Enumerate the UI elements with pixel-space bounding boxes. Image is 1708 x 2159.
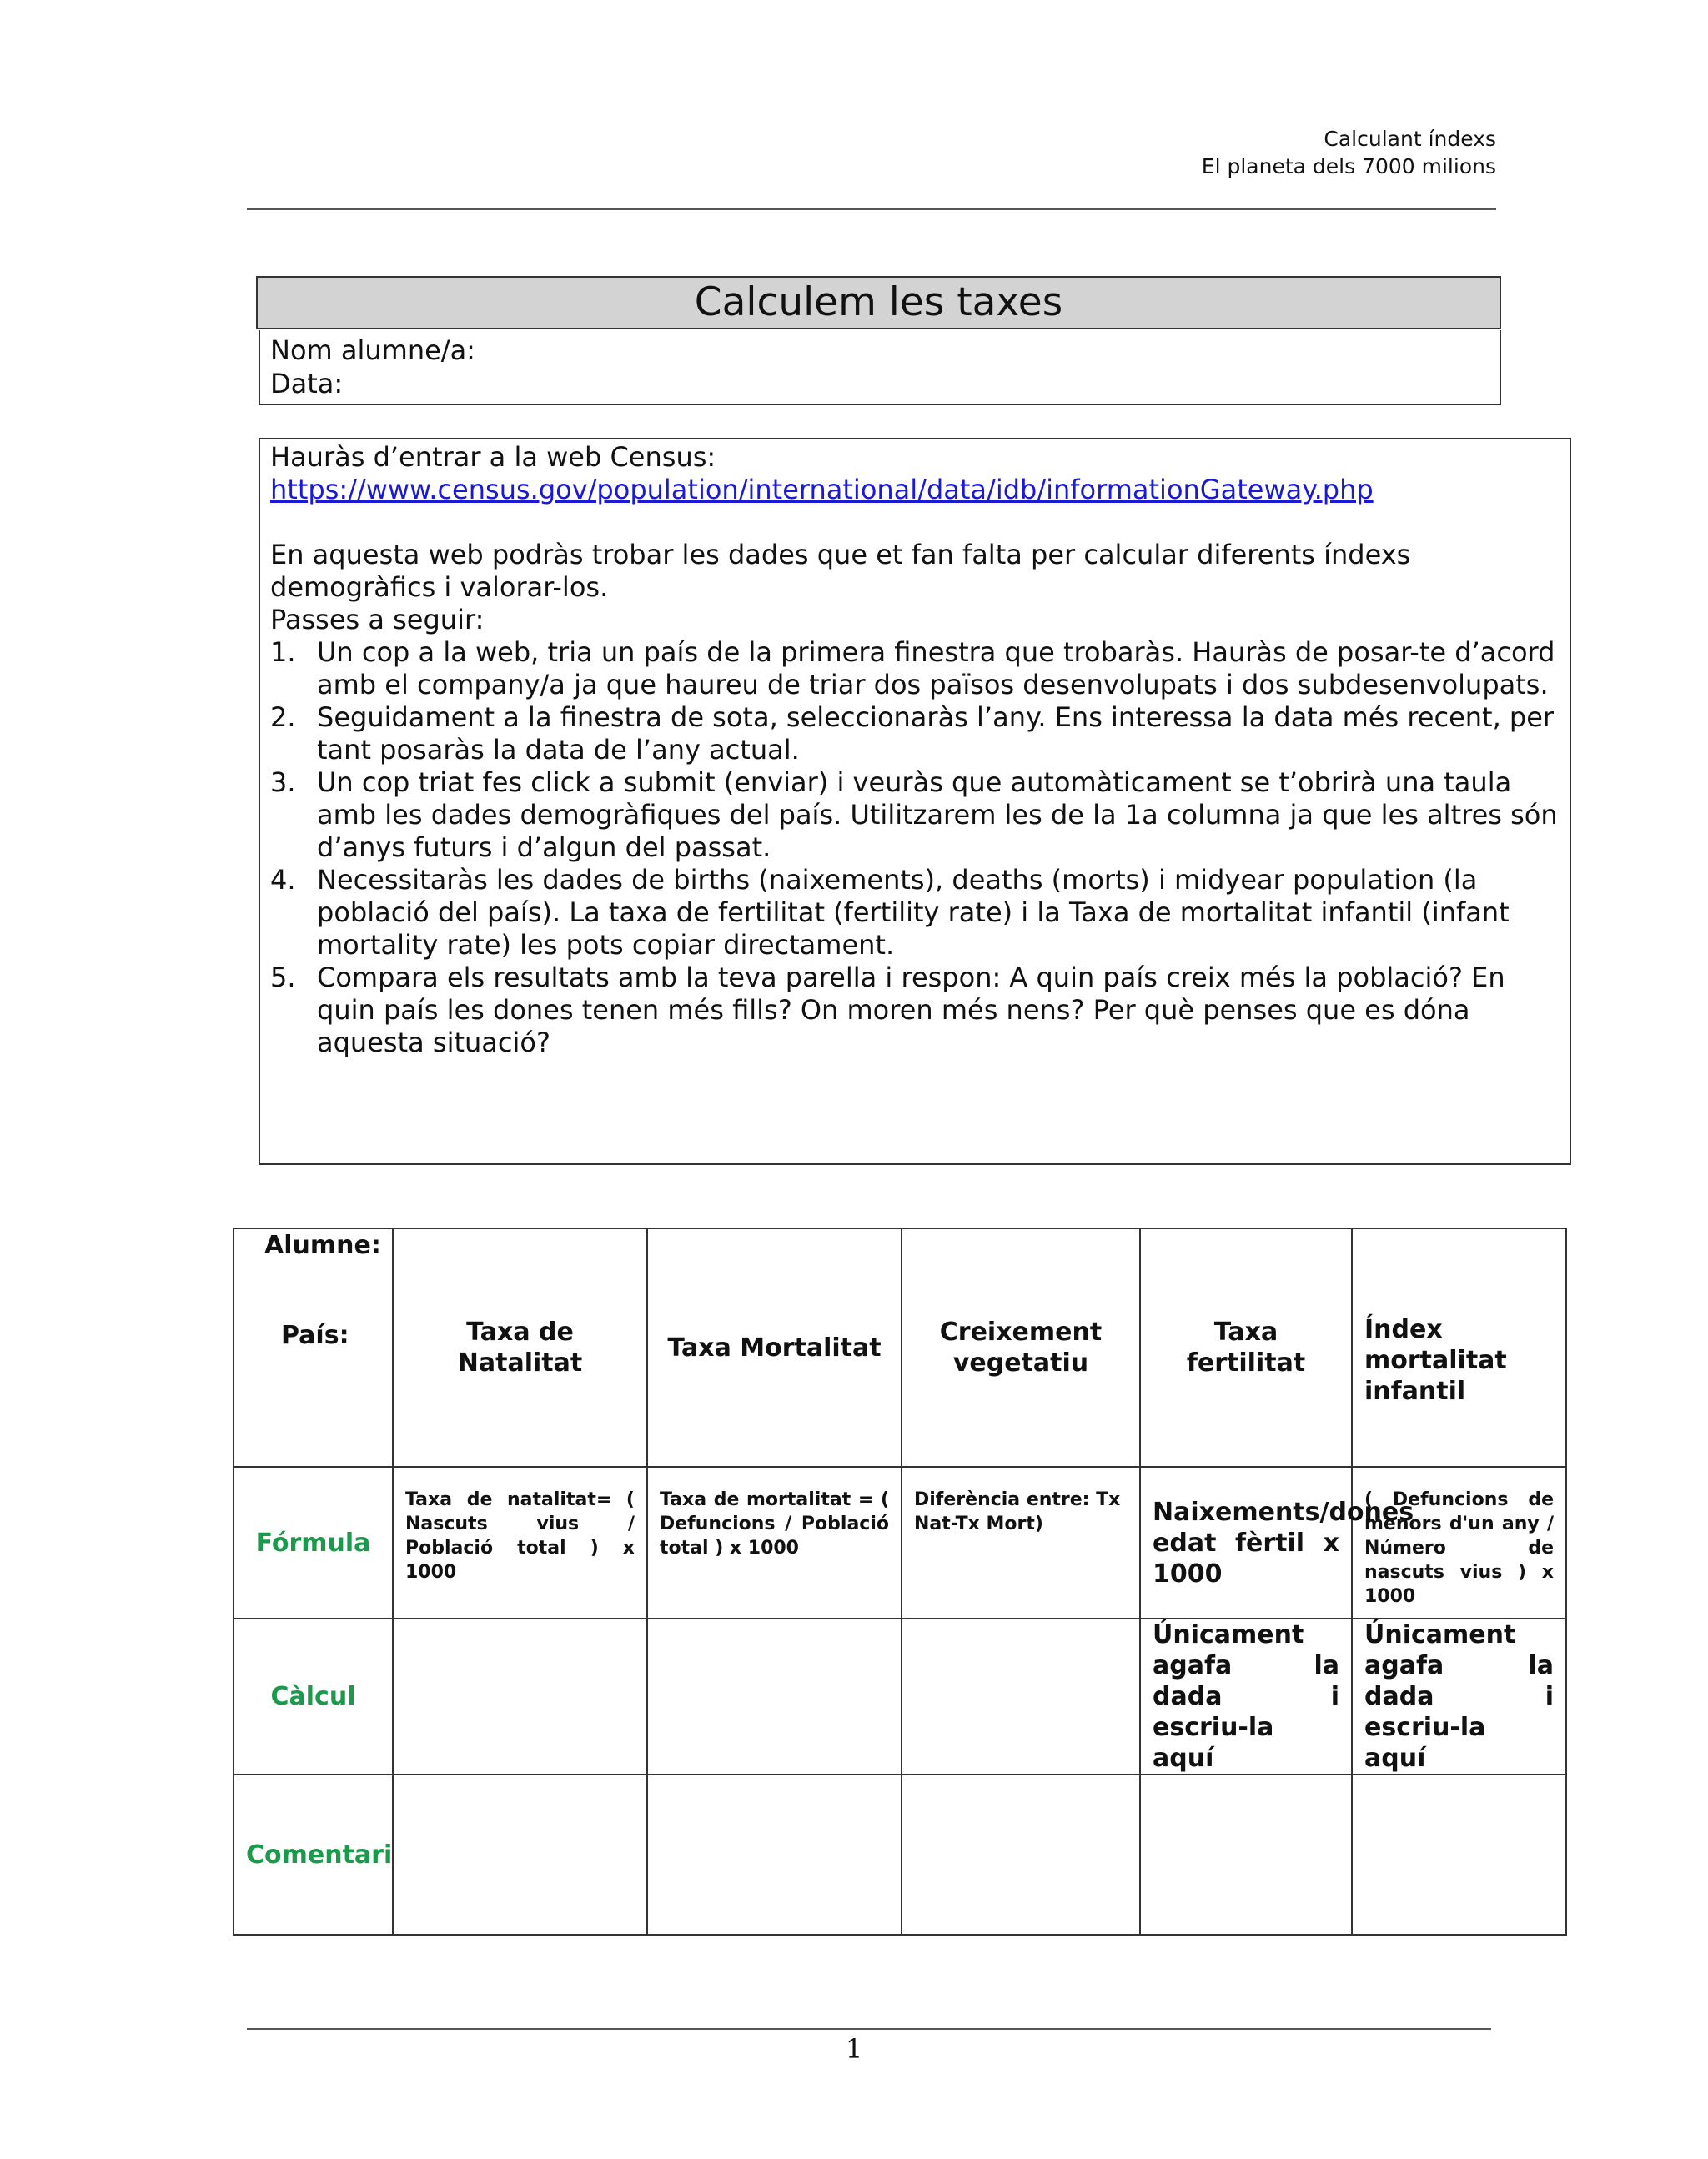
page-title: Calculem les taxes <box>256 276 1501 329</box>
row-header-comentari: Comentari <box>234 1775 393 1935</box>
step-item <box>270 636 1570 701</box>
header-rule <box>247 208 1496 210</box>
table-row <box>234 1619 1566 1775</box>
formula-cell: Diferència entre: Tx Nat-Tx Mort) <box>902 1467 1140 1619</box>
student-info-box <box>259 330 1501 405</box>
instructions-box <box>259 438 1571 1165</box>
comentari-cell[interactable] <box>1352 1775 1566 1935</box>
row-header-calcul: Càlcul <box>234 1619 393 1775</box>
census-link[interactable]: https://www.census.gov/population/international/data/idb/informationGateway.php <box>270 474 1374 505</box>
comentari-cell[interactable] <box>393 1775 647 1935</box>
column-header: Taxa Mortalitat <box>647 1228 902 1467</box>
comentari-cell[interactable] <box>902 1775 1140 1935</box>
step-text: Un cop triat fes click a submit (enviar) i veuràs que automàticament se t’obrirà una taula amb les dades demogràfiques del país. Utilitzarem les de la 1a columna ja que les altres són d’anys futurs i d’algun del passat. <box>317 766 1558 863</box>
table-row <box>234 1775 1566 1935</box>
step-text: Necessitaràs les dades de births (naixements), deaths (morts) i midyear population (la població del país). La taxa de fertilitat (fertility rate) i la Taxa de mortalitat infantil (infant mortality rate) les pots copiar directament. <box>317 864 1510 961</box>
student-date-label: Data: <box>270 368 344 399</box>
step-number: 4. <box>270 864 296 896</box>
page-number: 1 <box>845 2033 863 2065</box>
step-text: Seguidament a la finestra de sota, seleccionaràs l’any. Ens interessa la data més recent, per tant posaràs la data de l’any actual. <box>317 701 1555 766</box>
formula-cell: Taxa de mortalitat = ( Defuncions / Població total ) x 1000 <box>647 1467 902 1619</box>
step-item <box>270 962 1570 1059</box>
header-line-2: El planeta dels 7000 milions <box>1201 154 1496 178</box>
step-item <box>270 701 1570 766</box>
column-header: Índex mortalitat infantil <box>1352 1228 1566 1467</box>
calcul-cell[interactable] <box>647 1619 902 1775</box>
step-text: Compara els resultats amb la teva parella i respon: A quin país creix més la població? En quin país les dones tenen més fills? On moren més nens? Per què penses que es dóna aquesta situació? <box>317 962 1505 1058</box>
column-header: Taxa de Natalitat <box>393 1228 647 1467</box>
steps-list <box>270 636 1570 1059</box>
step-number: 1. <box>270 636 296 668</box>
row-header-formula: Fórmula <box>234 1467 393 1619</box>
student-name-label: Nom alumne/a: <box>270 334 475 366</box>
step-item <box>270 864 1570 962</box>
column-header: Creixement vegetatiu <box>902 1228 1140 1467</box>
calcul-note: Únicament agafa la dada i escriu-la aquí <box>1352 1619 1566 1775</box>
calcul-cell[interactable] <box>902 1619 1140 1775</box>
formula-cell: ( Defuncions de menors d'un any / Número de nascuts vius ) x 1000 <box>1352 1467 1566 1619</box>
page-header <box>1202 125 1496 180</box>
table-header-row <box>234 1228 1566 1467</box>
alumne-label: Alumne: <box>264 1231 381 1260</box>
pais-label: País: <box>281 1321 349 1350</box>
alumne-pais-cell <box>234 1228 393 1467</box>
instructions-paragraph: En aquesta web podràs trobar les dades que et fan falta per calcular diferents índexs demogràfics i valorar-los. <box>270 539 1411 603</box>
step-number: 5. <box>270 962 296 993</box>
step-text: Un cop a la web, tria un país de la primera finestra que trobaràs. Hauràs de posar-te d’acord amb el company/a ja que haureu de triar dos països desenvolupats i dos subdesenvolupats. <box>317 636 1555 700</box>
footer-rule <box>247 2028 1491 2030</box>
column-header: Taxa fertilitat <box>1140 1228 1352 1467</box>
header-line-1: Calculant índexs <box>1324 127 1496 151</box>
rates-table <box>233 1228 1567 1936</box>
formula-cell: Naixements/dones edat fèrtil x 1000 <box>1140 1467 1352 1619</box>
formula-cell: Taxa de natalitat= ( Nascuts vius / Població total ) x 1000 <box>393 1467 647 1619</box>
step-number: 3. <box>270 766 296 798</box>
step-item <box>270 766 1570 864</box>
calcul-note: Únicament agafa la dada i escriu-la aquí <box>1140 1619 1352 1775</box>
table-row <box>234 1467 1566 1619</box>
instructions-intro: Hauràs d’entrar a la web Census: <box>270 441 716 473</box>
comentari-cell[interactable] <box>1140 1775 1352 1935</box>
step-number: 2. <box>270 701 296 733</box>
comentari-cell[interactable] <box>647 1775 902 1935</box>
calcul-cell[interactable] <box>393 1619 647 1775</box>
steps-label: Passes a seguir: <box>270 604 485 635</box>
